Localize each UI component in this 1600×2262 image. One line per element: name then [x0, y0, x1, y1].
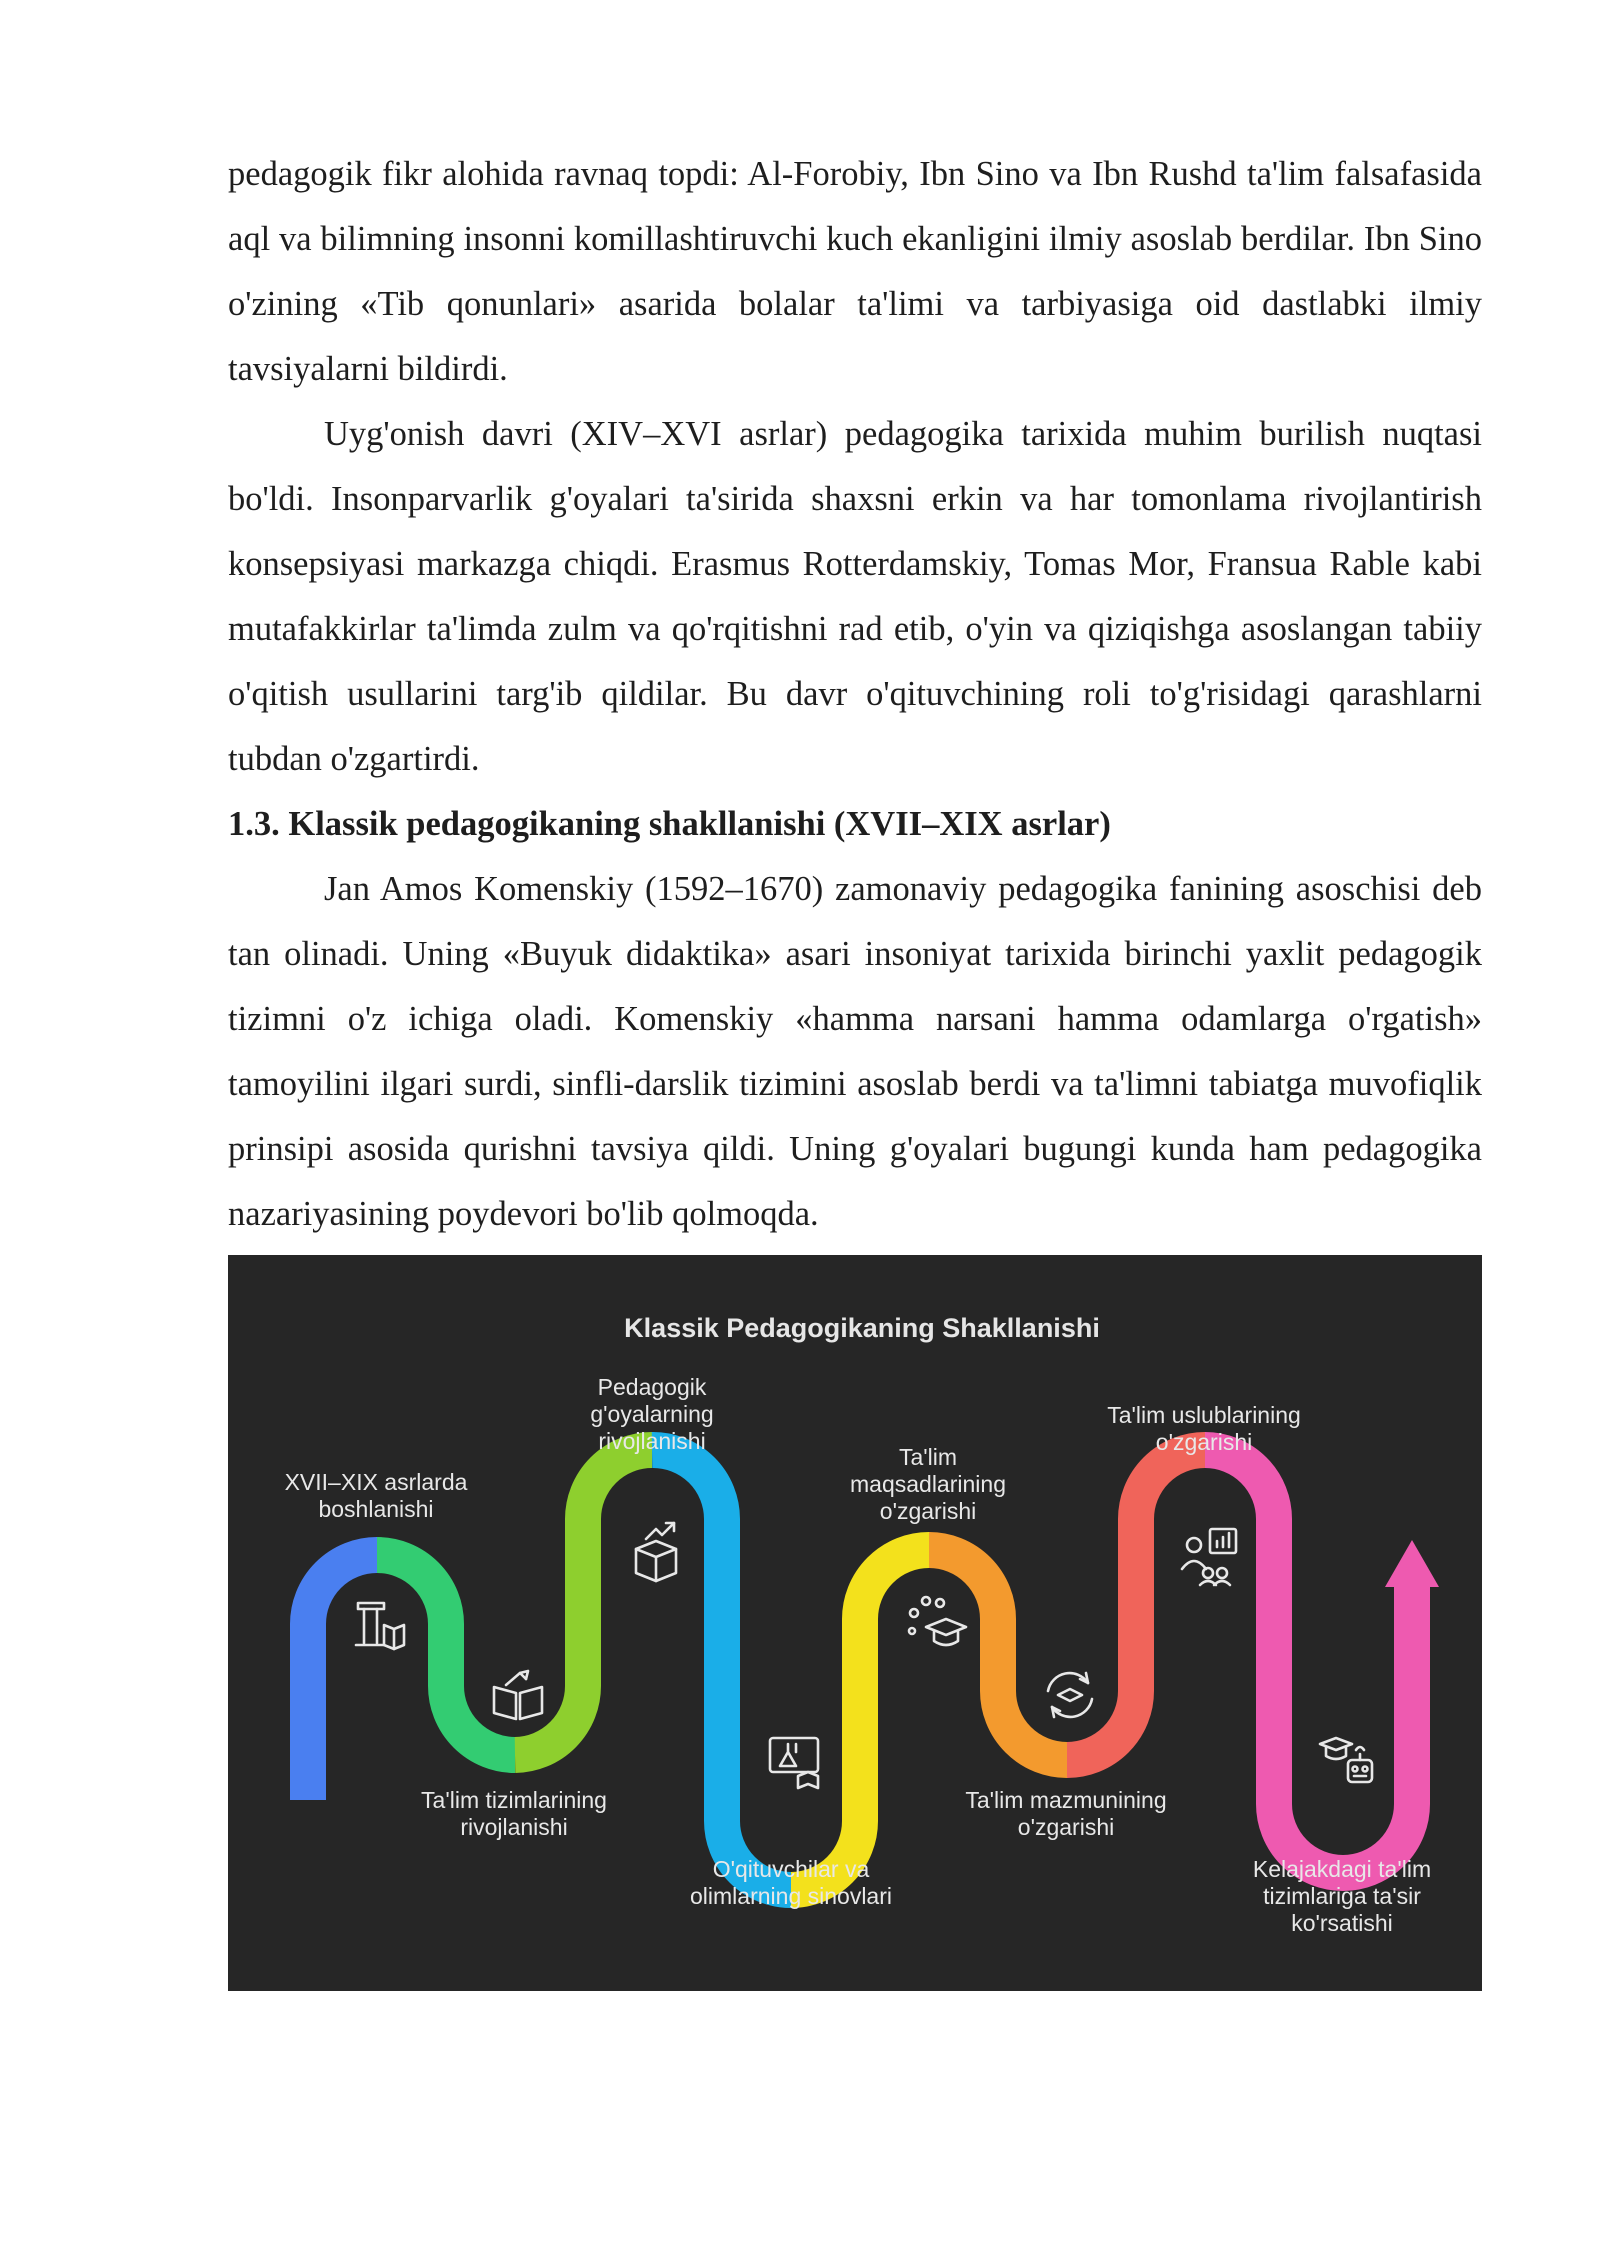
step-label-line: g'oyalarning [590, 1401, 714, 1427]
step-label-line: boshlanishi [318, 1496, 434, 1522]
step-label-8 [1253, 1856, 1431, 1936]
snake-segment-6 [929, 1550, 1067, 1760]
paragraph-3: Jan Amos Komenskiy (1592–1670) zamonaviy pedagogika fanining asoschisi deb tan olinadi. Uning «Buyuk didaktika» asari insoniyat tarixida birinchi yaxlit pedagogik tizimni o'z ichiga oladi. Komenskiy «hamma narsani hamma odamlarga o'rgatish» tamoyilini ilgari surdi, sinfli-darslik tizimini asoslab berdi va ta'limni tabiatga muvofiqlik prinsipi asosida qurishni tavsiya qildi. Uning g'oyalari bugungi kunda ham pedagogika nazariyasining poydevori bo'lib qolmoqda. [228, 870, 1482, 1233]
snake-segment-5 [791, 1550, 929, 1890]
paragraph-1: pedagogik fikr alohida ravnaq topdi: Al-Forobiy, Ibn Sino va Ibn Rushd ta'lim falsafasida aql va bilimning insonni komillashtiruvchi kuch ekanligini ilmiy asoslab berdilar. Ibn Sino o'zining «Tib qonunlari» asarida bolalar ta'limi va tarbiyasiga oid dastlabki ilmiy tavsiyalarni bildirdi. [228, 155, 1482, 388]
step-label-line: Ta'lim [898, 1444, 958, 1470]
text-body [228, 142, 1482, 1247]
step-label-line: O'qituvchilar va [712, 1856, 870, 1882]
snake-segment-7 [1067, 1450, 1205, 1760]
snake-segment-1 [308, 1555, 377, 1800]
step-label-line: XVII–XIX asrlarda [284, 1469, 468, 1495]
refresh-cycle-icon [1048, 1673, 1092, 1717]
pillar-book-icon [356, 1603, 404, 1649]
lab-screen-icon [770, 1738, 818, 1788]
step-label-4 [690, 1856, 892, 1909]
step-label-7 [1107, 1402, 1301, 1455]
paragraph-2: Uyg'onish davri (XIV–XVI asrlar) pedagogika tarixida muhim burilish nuqtasi bo'ldi. Insonparvarlik g'oyalari ta'sirida shaxsni erkin va har tomonlama rivojlantirish konsepsiyasi markazga chiqdi. Erasmus Rotterdamskiy, Tomas Mor, Fransua Rable kabi mutafakkirlar ta'limda zulm va qo'rqitishni rad etib, o'yin va qiziqishga asoslangan tabiiy o'qitish usullarini targ'ib qildilar. Bu davr o'qituvchining roli to'g'risidagi qarashlarni tubdan o'zgartirdi. [228, 415, 1482, 778]
presenter-chart-icon [1182, 1529, 1236, 1585]
snake-segment-2 [377, 1555, 515, 1755]
step-label-line: Ta'lim tizimlarining [421, 1787, 607, 1813]
arrow-head [1385, 1540, 1439, 1587]
step-label-line: Pedagogik [597, 1374, 707, 1400]
cap-robot-icon [1320, 1738, 1372, 1782]
timeline-svg [228, 1255, 1482, 1991]
section-heading: 1.3. Klassik pedagogikaning shakllanishi (XVII–XIX asrlar) [228, 805, 1111, 843]
step-label-line: ko'rsatishi [1291, 1910, 1393, 1936]
step-label-line: maqsadlarining [850, 1471, 1006, 1497]
step-label-line: o'zgarishi [1155, 1429, 1253, 1455]
step-label-2 [421, 1787, 607, 1840]
timeline-infographic [228, 1255, 1482, 1991]
step-label-line: o'zgarishi [879, 1498, 977, 1524]
step-label-line: rivojlanishi [598, 1428, 706, 1454]
graduation-cap-icon [909, 1597, 966, 1645]
snake-segment-3 [515, 1450, 652, 1755]
step-label-1 [285, 1469, 468, 1522]
box-growth-icon [636, 1523, 676, 1581]
step-label-line: olimlarning sinovlari [690, 1883, 892, 1909]
step-label-5 [850, 1444, 1006, 1524]
figure-title: Klassik Pedagogikaning Shakllanishi [624, 1313, 1100, 1343]
snake-segment-8 [1205, 1450, 1412, 1873]
step-label-line: rivojlanishi [460, 1814, 568, 1840]
step-label-line: Kelajakdagi ta'lim [1252, 1856, 1432, 1882]
step-label-3 [590, 1374, 713, 1454]
snake-segment-4 [652, 1450, 791, 1890]
step-label-line: tizimlariga ta'sir [1263, 1883, 1421, 1909]
step-label-line: o'zgarishi [1017, 1814, 1115, 1840]
open-book-growth-icon [494, 1671, 542, 1719]
step-label-line: Ta'lim mazmunining [965, 1787, 1167, 1813]
step-label-line: Ta'lim uslublarining [1107, 1402, 1301, 1428]
step-label-6 [965, 1787, 1166, 1840]
